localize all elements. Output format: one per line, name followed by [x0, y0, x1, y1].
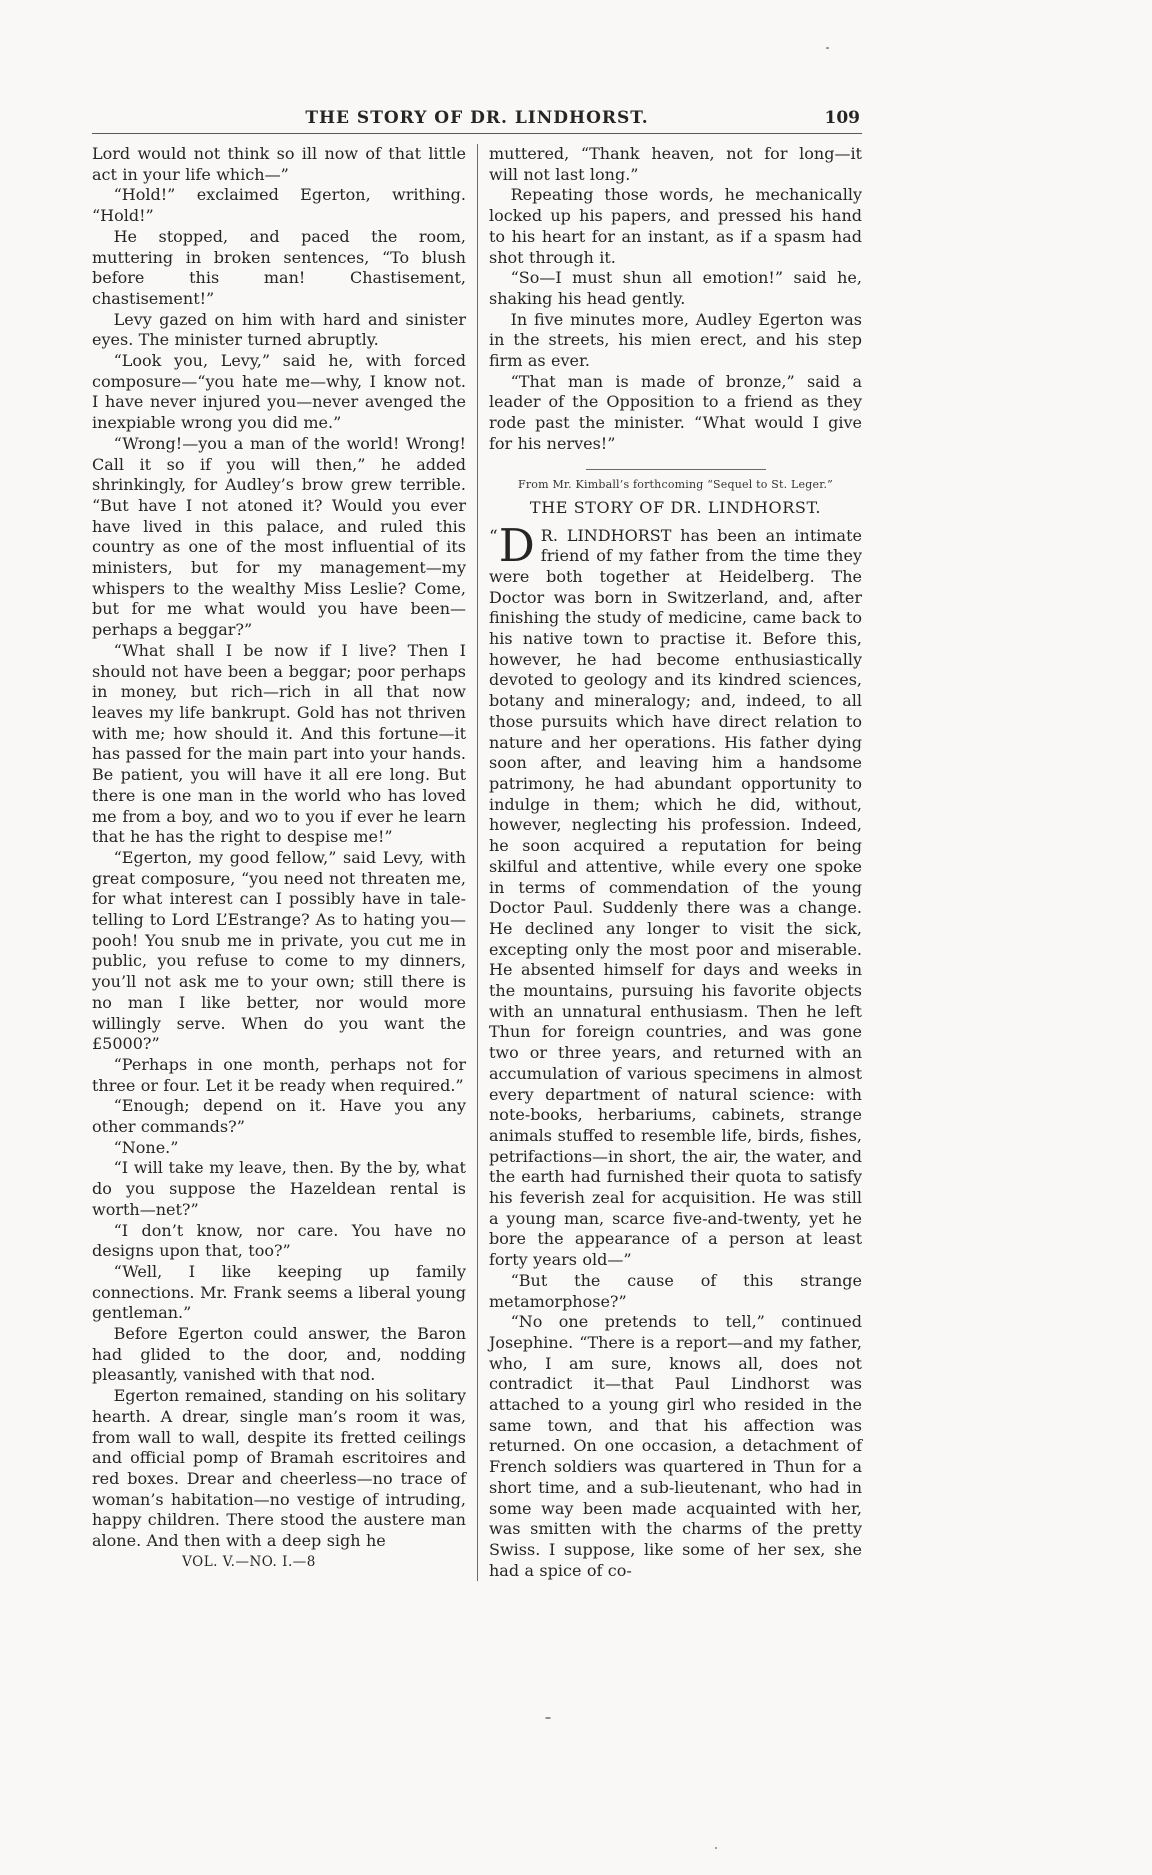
paragraph: “That man is made of bronze,” said a leader of the Opposition to a friend as they rode past the minister. “What would I give for his nerves!”	[489, 371, 862, 453]
paragraph: “None.”	[113, 1137, 179, 1157]
paragraph: Lord would not think so ill now of that little act in your life which—”	[92, 144, 466, 184]
article-title: THE STORY OF DR. LINDHORST.	[529, 497, 822, 517]
paragraph: Before Egerton could answer, the Baron had glided to the door, and, nodding pleasantly, vanished with that nod.	[92, 1324, 466, 1385]
page-title: THE STORY OF DR. LINDHORST.	[305, 108, 649, 128]
scan-speck	[545, 1717, 551, 1719]
story-opening-text: R. LINDHORST has been an intimate friend of my father from the time they were both together at Heidelberg. The Doctor was born in Switzerland, and, after finishing the study of medicine, came back to his native town to practise it. Before this, however, he had become enthusiastically devoted to geology and its kindred sciences, botany and mineralogy; and, indeed, to all those pursuits which have direct relation to nature and her operations. His father dying soon after, and leaving him a handsome patrimony, he had abundant opportunity to indulge in them; which he did, without, however, neglecting his profession. Indeed, he soon acquired a reputation for being skilful and attentive, while every one spoke in terms of commendation of the young Doctor Paul. Suddenly there was a change. He declined any longer to visit the sick, excepting only the most poor and miserable. He absented himself for days and weeks in the mountains, pursuing his favorite objects with an unnatural enthusiasm. Then he left Thun for foreign countries, and was gone two or three years, and returned with an accumulation of various specimens in almost every department of natural science: with note-books, herbariums, cabinets, strange animals stuffed to resemble life, birds, fishes, petrifactions—in short, the air, the water, and the earth had furnished their quota to satisfy his feverish zeal for acquisition. He was still a young man, scarce five-and-twenty, yet he bore the appearance of a person at least forty years old—”	[489, 525, 862, 1270]
opening-quote-mark: “	[489, 526, 498, 547]
paragraph: “Wrong!—you a man of the world! Wrong! Call it so if you will then,” he added shrinkingly, for Audley’s brow grew terrible. “But have I not atoned it? Would you ever have lived in this palace, and ruled this country as one of the most influential of its ministers, but for my management—my whispers to the wealthy Miss Leslie? Come, but for me what would you have been—perhaps a beggar?”	[92, 433, 466, 640]
running-head	[92, 108, 862, 134]
paragraph: “What shall I be now if I live? Then I should not have been a beggar; poor perhaps in money, but rich—rich in all that now leaves my life bankrupt. Gold has not thriven with me; how should it. And this fortune—it has passed for the main part into your hands. Be patient, you will have it all ere long. But there is one man in the world who has loved me from a boy, and wo to you if ever he learn that he has the right to despise me!”	[92, 640, 466, 847]
section-divider-rule	[586, 469, 766, 470]
source-note: From Mr. Kimball’s forthcoming “Sequel to St. Leger.”	[518, 477, 833, 491]
page-number: 109	[824, 108, 860, 128]
paragraph: “Egerton, my good fellow,” said Levy, with great composure, “you need not threaten me, for what interest can I possibly have in tale-telling to Lord L’Estrange? As to hating you—pooh! You snub me in private, you cut me in public, you refuse to come to my dinners, you’ll not ask me to your own; still there is no man I like better, nor would more willingly serve. When do you want the £5000?”	[92, 847, 466, 1054]
paragraph: “Hold!” exclaimed Egerton, writhing. “Hold!”	[92, 185, 466, 226]
scan-speck	[826, 47, 829, 49]
paragraph: “No one pretends to tell,” continued Josephine. “There is a report—and my father, who, I am sure, knows all, does not contradict it—that Paul Lindhorst was attached to a young girl who resided in the same town, and that his affection was returned. On one occasion, a detachment of French soldiers was quartered in Thun for a short time, and a sub-lieutenant, who had in some way been made acquainted with her, was smitten with the charms of the pretty Swiss. I suppose, like some of her sex, she had a spice of co-	[489, 1312, 862, 1580]
scanned-page	[92, 0, 862, 1581]
paragraph: Egerton remained, standing on his solitary hearth. A drear, single man’s room it was, from wall to wall, despite its fretted ceilings and official pomp of Bramah escritoires and red boxes. Drear and cheerless—no trace of woman’s habitation—no vestige of intruding, happy children. There stood the austere man alone. And then with a deep sigh he	[92, 1386, 466, 1551]
paragraph: “But the cause of this strange metamorphose?”	[489, 1270, 862, 1311]
paragraph: “Well, I like keeping up family connections. Mr. Frank seems a liberal young gentleman.”	[92, 1261, 466, 1323]
volume-footer: VOL. V.—NO. I.—8	[182, 1553, 316, 1570]
scan-speck	[715, 1847, 717, 1849]
left-column	[92, 144, 477, 1581]
right-column	[477, 144, 862, 1581]
dropcap-letter: D	[498, 518, 535, 572]
story-opening-paragraph	[489, 518, 862, 1271]
paragraph: “I don’t know, nor care. You have no designs upon that, too?”	[92, 1220, 466, 1261]
paragraph: “Enough; depend on it. Have you any other commands?”	[92, 1096, 466, 1137]
paragraph: Levy gazed on him with hard and sinister eyes. The minister turned abruptly.	[92, 309, 466, 350]
two-column-body	[92, 144, 862, 1581]
paragraph: In five minutes more, Audley Egerton was in the streets, his mien erect, and his step firm as ever.	[489, 309, 862, 371]
paragraph: muttered, “Thank heaven, not for long—it will not last long.”	[489, 144, 862, 184]
paragraph: “Look you, Levy,” said he, with forced composure—“you hate me—why, I know not. I have never injured you—never avenged the inexpiable wrong you did me.”	[92, 351, 466, 433]
paragraph: Repeating those words, he mechanically locked up his papers, and pressed his hand to his heart for an instant, as if a spasm had shot through it.	[489, 185, 862, 267]
paragraph: He stopped, and paced the room, muttering in broken sentences, “To blush before this man! Chastisement, chastisement!”	[92, 226, 466, 308]
paragraph: “I will take my leave, then. By the by, what do you suppose the Hazeldean rental is worth—net?”	[92, 1158, 466, 1219]
paragraph: “Perhaps in one month, perhaps not for three or four. Let it be ready when required.”	[92, 1054, 466, 1095]
paragraph: “So—I must shun all emotion!” said he, shaking his head gently.	[489, 268, 862, 308]
